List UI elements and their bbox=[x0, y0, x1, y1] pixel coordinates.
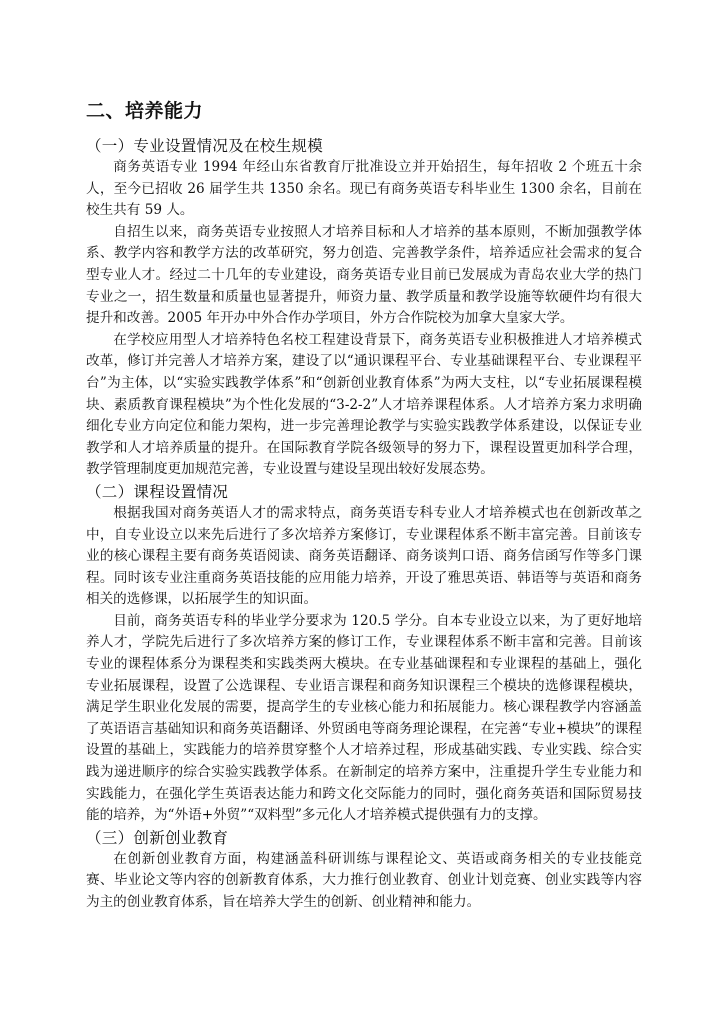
section-title: 二、培养能力 bbox=[86, 100, 204, 122]
paragraph: 在创新创业教育方面，构建涵盖科研训练与课程论文、英语或商务相关的专业技能竞赛、毕业论文等内容的创新教育体系，大力推行创业教育、创业计划竞赛、创业实践等内容为主的创业教育体系，旨在培养大学生的创新、创业精神和能力。 bbox=[86, 850, 642, 910]
paragraph: 自招生以来，商务英语专业按照人才培养目标和人才培养的基本原则，不断加强教学体系、教学内容和教学方法的改革研究，努力创造、完善教学条件，培养适应社会需求的复合型专业人才。经过二十几年的专业建设，商务英语专业目前已发展成为青岛农业大学的热门专业之一，招生数量和质量也显著提升，师资力量、教学质量和教学设施等软硬件均有很大提升和改善。2005 年开办中外合作办学项目，外方合作院校为加拿大皇家大学。 bbox=[86, 223, 642, 327]
paragraph: 目前，商务英语专科的毕业学分要求为 120.5 学分。自本专业设立以来，为了更好地培养人才，学院先后进行了多次培养方案的修订工作，专业课程体系不断丰富和完善。目前该专业的课程体系分为课程类和实践类两大模块。在专业基础课程和专业课程的基础上，强化专业拓展课程，设置了公选课程、专业语言课程和商务知识课程三个模块的选修课程模块，满足学生职业化发展的需要，提高学生的专业核心能力和拓展能力。核心课程教学内容涵盖了英语语言基础知识和商务英语翻译、外贸函电等商务理论课程，在完善“专业+模块”的课程设置的基础上，实践能力的培养贯穿整个人才培养过程，形成基础实践、专业实践、综合实践为递进顺序的综合实验实践教学体系。在新制定的培养方案中，注重提升学生专业能力和实践能力，在强化学生英语表达能力和跨文化交际能力的同时，强化商务英语和国际贸易技能的培养，为“外语+外贸”“双料型”多元化人才培养模式提供强有力的支撑。 bbox=[86, 612, 642, 824]
subsection-heading: （一）专业设置情况及在校生规模 bbox=[86, 137, 324, 155]
subsection-enrollment bbox=[86, 135, 642, 481]
subsection-heading: （二）课程设置情况 bbox=[86, 482, 229, 501]
subsection-curriculum bbox=[86, 481, 642, 827]
subsection-heading: （三）创新创业教育 bbox=[86, 828, 229, 847]
subsection-innovation bbox=[86, 827, 642, 914]
paragraph: 商务英语专业 1994 年经山东省教育厅批准设立并开始招生，每年招收 2 个班五十余人，至今已招收 26 届学生共 1350 余名。现已有商务英语专科毕业生 1300 余名，目前在校生共有 59 人。 bbox=[86, 159, 642, 219]
document-page bbox=[86, 98, 642, 914]
paragraph: 在学校应用型人才培养特色名校工程建设背景下，商务英语专业积极推进人才培养模式改革，修订并完善人才培养方案，建设了以“通识课程平台、专业基础课程平台、专业课程平台”为主体，以“实验实践教学体系”和“创新创业教育体系”为两大支柱，以“专业拓展课程模块、素质教育课程模块”为个性化发展的“3-2-2”人才培养课程体系。人才培养方案力求明确细化专业方向定位和能力架构，进一步完善理论教学与实验实践教学体系建设，以保证专业教学和人才培养质量的提升。在国际教育学院各级领导的努力下，课程设置更加科学合理，教学管理制度更加规范完善，专业设置与建设呈现出较好发展态势。 bbox=[86, 331, 642, 478]
paragraph: 根据我国对商务英语人才的需求特点，商务英语专科专业人才培养模式也在创新改革之中，自专业设立以来先后进行了多次培养方案修订，专业课程体系不断丰富完善。目前该专业的核心课程主要有商务英语阅读、商务英语翻译、商务谈判口语、商务信函写作等多门课程。同时该专业注重商务英语技能的应用能力培养，开设了雅思英语、韩语等与英语和商务相关的选修课，以拓展学生的知识面。 bbox=[86, 504, 642, 608]
